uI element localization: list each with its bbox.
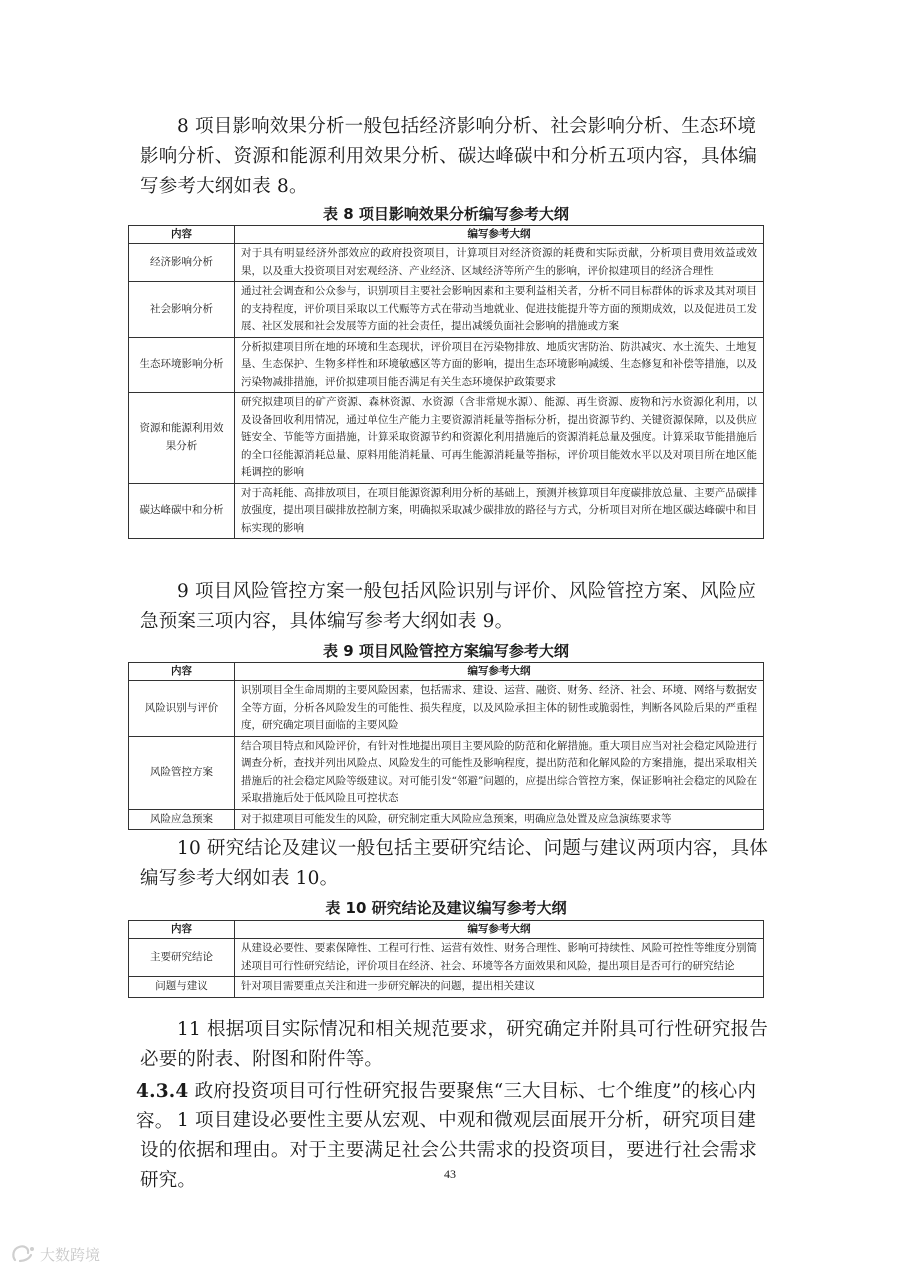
- table-cell-item: 经济影响分析: [129, 244, 235, 282]
- table-cell-outline: 分析拟建项目所在地的环境和生态现状，评价项目在污染物排放、地质灾害防治、防洪减灾、水土流失、土地复垦、生态保护、生物多样性和环境敏感区等方面的影响，提出生态环境影响减缓、生态修复和补偿等措施，以及污染物减排措施，评价拟建项目能否满足有关生态环境保护政策要求: [235, 337, 764, 393]
- table-cell-outline: 从建设必要性、要素保障性、工程可行性、运营有效性、财务合理性、影响可持续性、风险可控性等维度分别简述项目可行性研究结论，评价项目在经济、社会、环境等各方面效果和风险，提出项目是否可行的研究结论: [235, 939, 764, 977]
- table-cell-outline: 通过社会调查和公众参与，识别项目主要社会影响因素和主要利益相关者，分析不同目标群体的诉求及其对项目的支持程度，评价项目采取以工代赈等方式在带动当地就业、促进技能提升等方面的预期成效，以及促进员工发展、社区发展和社会发展等方面的社会责任，提出减缓负面社会影响的措施或方案: [235, 282, 764, 338]
- table-cell-item: 风险应急预案: [129, 809, 235, 830]
- table-row: [129, 244, 764, 282]
- table-row: [129, 681, 764, 737]
- table-header-cell: 编写参考大纲: [235, 921, 764, 939]
- table-cell-outline: 对于具有明显经济外部效应的政府投资项目，计算项目对经济资源的耗费和实际贡献，分析项目费用效益或效果，以及重大投资项目对宏观经济、产业经济、区域经济等所产生的影响，评价拟建项目的经济合理性: [235, 244, 764, 282]
- table-row: [129, 393, 764, 484]
- table-cell-item: 生态环境影响分析: [129, 337, 235, 393]
- table-cell-outline: 结合项目特点和风险评价，有针对性地提出项目主要风险的防范和化解措施。重大项目应当对社会稳定风险进行调查分析，查找并列出风险点、风险发生的可能性及影响程度，提出防范和化解风险的方案措施，提出采取相关措施后的社会稳定风险等级建议。对可能引发“邻避”问题的，应提出综合管控方案，保证影响社会稳定的风险在采取措施后处于低风险且可控状态: [235, 736, 764, 809]
- page-number: 43: [444, 1167, 456, 1181]
- table-row: [129, 337, 764, 393]
- table-cell-item: 资源和能源利用效果分析: [129, 393, 235, 484]
- table-header-row: [129, 921, 764, 939]
- table-8: [128, 225, 764, 539]
- table-row: [129, 282, 764, 338]
- section-text: 政府投资项目可行性研究报告要聚焦“三大目标、七个维度”的核心内容。: [136, 1081, 757, 1132]
- table-cell-item: 社会影响分析: [129, 282, 235, 338]
- table-8-title: 表 8 项目影响效果分析编写参考大纲: [323, 205, 569, 223]
- paragraph-8: 8 项目影响效果分析一般包括经济影响分析、社会影响分析、生态环境影响分析、资源和能源利用效果分析、碳达峰碳中和分析五项内容，具体编写参考大纲如表 8。: [140, 116, 758, 197]
- watermark-logo-icon: [10, 1243, 36, 1265]
- watermark: [10, 1243, 100, 1265]
- table-row: [129, 483, 764, 539]
- table-header-row: [129, 226, 764, 244]
- watermark-text: 大数跨境: [40, 1245, 101, 1264]
- table-cell-item: 主要研究结论: [129, 939, 235, 977]
- table-header-cell: 内容: [129, 226, 235, 244]
- table-cell-item: 问题与建议: [129, 977, 235, 998]
- table-9-title: 表 9 项目风险管控方案编写参考大纲: [323, 642, 569, 660]
- table-cell-item: 碳达峰碳中和分析: [129, 483, 235, 539]
- section-number: 4.3.4: [136, 1081, 189, 1102]
- table-header-cell: 编写参考大纲: [235, 663, 764, 681]
- table-row: [129, 809, 764, 830]
- table-row: [129, 736, 764, 809]
- table-cell-outline: 对于高耗能、高排放项目，在项目能源资源利用分析的基础上，预测并核算项目年度碳排放总量、主要产品碳排放强度，提出项目碳排放控制方案，明确拟采取减少碳排放的路径与方式，分析项目对所在地区碳达峰碳中和目标实现的影响: [235, 483, 764, 539]
- table-10: [128, 920, 764, 998]
- table-row: [129, 977, 764, 998]
- table-cell-outline: 研究拟建项目的矿产资源、森林资源、水资源（含非常规水源）、能源、再生资源、废物和污水资源化利用，以及设备回收利用情况，通过单位生产能力主要资源消耗量等指标分析，提出资源节约、关键资源保障，以及供应链安全、节能等方面措施，计算采取资源节约和资源化利用措施后的资源消耗总量及强度。计算采取节能措施后的全口径能源消耗总量、原料用能消耗量、可再生能源消耗量等指标，评价项目能效水平以及对项目所在地区能耗调控的影响: [235, 393, 764, 484]
- table-cell-item: 风险识别与评价: [129, 681, 235, 737]
- table-header-cell: 编写参考大纲: [235, 226, 764, 244]
- table-cell-outline: 对于拟建项目可能发生的风险，研究制定重大风险应急预案，明确应急处置及应急演练要求等: [235, 809, 764, 830]
- paragraph-10: 10 研究结论及建议一般包括主要研究结论、问题与建议两项内容，具体编写参考大纲如表 10。: [140, 838, 769, 889]
- table-header-cell: 内容: [129, 663, 235, 681]
- table-10-title: 表 10 研究结论及建议编写参考大纲: [325, 899, 567, 917]
- table-cell-item: 风险管控方案: [129, 736, 235, 809]
- table-header-cell: 内容: [129, 921, 235, 939]
- table-row: [129, 939, 764, 977]
- table-header-row: [129, 663, 764, 681]
- paragraph-1: 1 项目建设必要性主要从宏观、中观和微观层面展开分析，研究项目建设的依据和理由。对于主要满足社会公共需求的投资项目，要进行社会需求研究。: [140, 1110, 758, 1191]
- table-9: [128, 662, 764, 830]
- table-cell-outline: 针对项目需要重点关注和进一步研究解决的问题，提出相关建议: [235, 977, 764, 998]
- table-cell-outline: 识别项目全生命周期的主要风险因素，包括需求、建设、运营、融资、财务、经济、社会、环境、网络与数据安全等方面，分析各风险发生的可能性、损失程度，以及风险承担主体的韧性或脆弱性，判断各风险后果的严重程度，研究确定项目面临的主要风险: [235, 681, 764, 737]
- paragraph-9: 9 项目风险管控方案一般包括风险识别与评价、风险管控方案、风险应急预案三项内容，具体编写参考大纲如表 9。: [140, 581, 757, 632]
- paragraph-11: 11 根据项目实际情况和相关规范要求，研究确定并附具可行性研究报告必要的附表、附图和附件等。: [140, 1019, 769, 1070]
